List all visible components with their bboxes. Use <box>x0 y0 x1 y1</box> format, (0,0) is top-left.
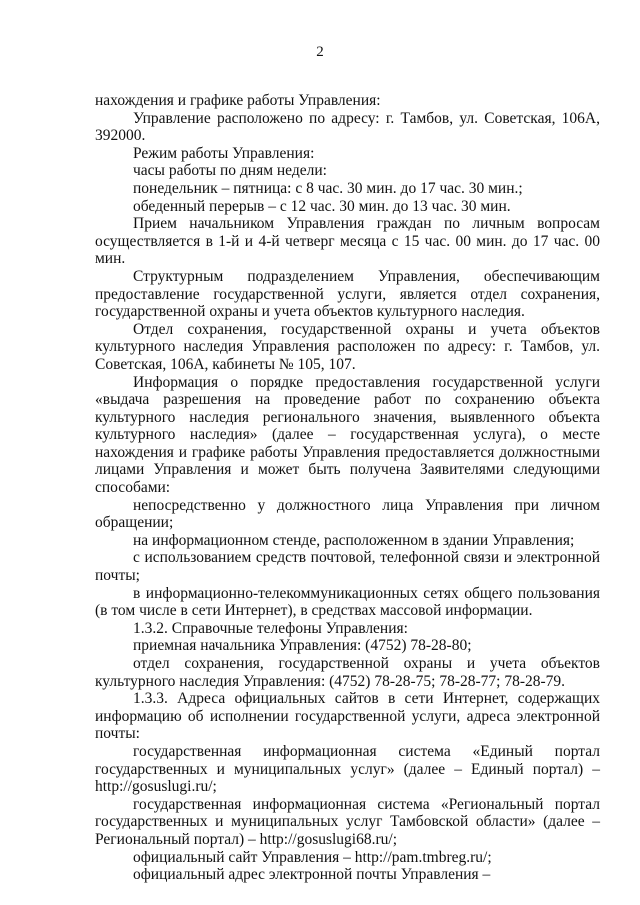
paragraph: официальный сайт Управления – http://pam.tmbreg.ru/; <box>133 848 492 866</box>
paragraph: государственная информационная система «Региональный портал государственных и муниципальных услуг Тамбовской области» (далее – Региональный портал) – http://gosuslugi68.ru/; <box>95 795 600 848</box>
document-body <box>95 92 600 884</box>
paragraph: Структурным подразделением Управления, обеспечивающим предоставление государственной услуги, является отдел сохранения, государственной охраны и учета объектов культурного наследия. <box>95 267 600 321</box>
paragraph: 1.3.3. Адреса официальных сайтов в сети Интернет, содержащих информацию об исполнении государственной услуги, адреса электронной почты: <box>95 690 600 743</box>
paragraph: 1.3.2. Справочные телефоны Управления: <box>133 619 408 637</box>
paragraph: с использованием средств почтовой, телефонной связи и электронной почты; <box>95 549 600 585</box>
paragraph: Отдел сохранения, государственной охраны и учета объектов культурного наследия Управления расположен по адресу: г. Тамбов, ул. Советская, 106А, кабинеты № 105, 107. <box>95 320 600 373</box>
paragraph: на информационном стенде, расположенном в здании Управления; <box>133 531 575 549</box>
paragraph: часы работы по дням недели: <box>133 162 327 180</box>
paragraph: Информация о порядке предоставления государственной услуги «выдача разрешения на проведение работ по сохранению объекта культурного наследия регионального значения, выявленного объекта культурного наследия» (далее – государственная услуга), о месте нахождения и графике работы Управления предоставляется должностными лицами Управления и может быть получена Заявителями следующими способами: <box>95 373 600 497</box>
paragraph: непосредственно у должностного лица Управления при личном обращении; <box>95 496 600 532</box>
paragraph: понедельник – пятница: с 8 час. 30 мин. до 17 час. 30 мин.; <box>133 179 523 197</box>
page-number: 2 <box>316 44 324 60</box>
paragraph: официальный адрес электронной почты Управления – <box>133 866 491 884</box>
paragraph: государственная информационная система «Единый портал государственных и муниципальных услуг» (далее – Единый портал) – http://gosuslugi.ru/; <box>95 742 600 796</box>
paragraph: отдел сохранения, государственной охраны и учета объектов культурного наследия Управления: (4752) 78-28-75; 78-28-77; 78-28-79. <box>95 655 600 690</box>
paragraph: Режим работы Управления: <box>133 144 315 162</box>
paragraph: обеденный перерыв – с 12 час. 30 мин. до 13 час. 30 мин. <box>133 197 511 215</box>
paragraph: Управление расположено по адресу: г. Тамбов, ул. Советская, 106А, 392000. <box>95 109 600 145</box>
paragraph: Прием начальником Управления граждан по личным вопросам осуществляется в 1-й и 4-й четверг месяца с 15 час. 00 мин. до 17 час. 00 мин. <box>95 215 600 268</box>
paragraph: нахождения и графике работы Управления: <box>95 92 381 109</box>
paragraph: в информационно-телекоммуникационных сетях общего пользования (в том числе в сети Интернет), в средствах массовой информации. <box>95 584 600 620</box>
paragraph: приемная начальника Управления: (4752) 78-28-80; <box>133 637 472 655</box>
